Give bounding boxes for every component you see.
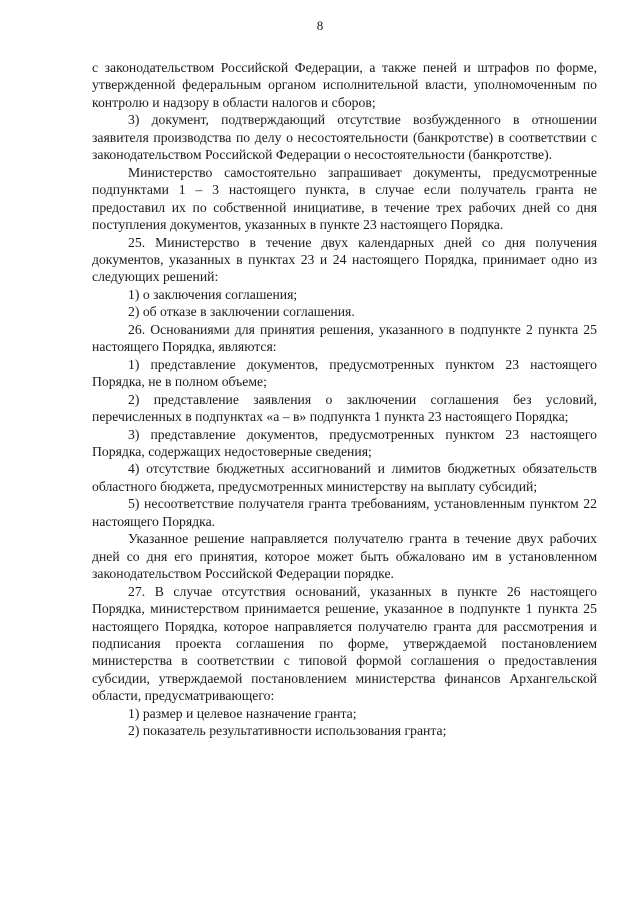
paragraph-clause-25-item-2: 2) об отказе в заключении соглашения. (128, 304, 355, 320)
paragraph-item-3: 3) документ, подтверждающий отсутствие возбужденного в отношении заявителя производства по делу о несостоятельности (банкротстве) в соответствии с законодательством Российской Федерации о несостоятельности (банкротстве). (92, 112, 597, 163)
paragraph-continuation: с законодательством Российской Федерации, а также пеней и штрафов по форме, утвержденной федеральным органом исполнительной власти, уполномоченным по контролю и надзору в области налогов и сборов; (92, 60, 597, 110)
paragraph-clause-26-item-1: 1) представление документов, предусмотренных пунктом 23 настоящего Порядка, не в полном объеме; (92, 356, 597, 390)
paragraph-clause-26-item-5: 5) несоответствие получателя гранта требованиям, установленным пунктом 22 настоящего Порядка. (92, 496, 597, 529)
paragraph-decision-notice: Указанное решение направляется получателю гранта в течение двух рабочих дней со дня его принятия, которое может быть обжаловано им в установленном законодательством Российской Федерации порядке. (92, 531, 597, 582)
paragraph-clause-26-item-3: 3) представление документов, предусмотренных пунктом 23 настоящего Порядка, содержащих недостоверные сведения; (92, 426, 597, 459)
paragraph-clause-26: 26. Основаниями для принятия решения, указанного в подпункте 2 пункта 25 настоящего Порядка, являются: (92, 321, 597, 355)
paragraph-clause-26-item-2: 2) представление заявления о заключении соглашения без условий, перечисленных в подпунктах «а – в» подпункта 1 пункта 23 настоящего Порядка; (92, 391, 597, 425)
paragraph-ministry-request: Министерство самостоятельно запрашивает документы, предусмотренные подпунктами 1 – 3 настоящего пункта, в случае если получатель гранта не предоставил их по собственной инициативе, в течение трех рабочих дней со дня поступления документов, указанных в пункте 23 настоящего Порядка. (92, 164, 597, 233)
document-body (92, 59, 597, 740)
page-number: 8 (316, 18, 324, 33)
paragraph-clause-25-item-1: 1) о заключения соглашения; (128, 286, 298, 302)
paragraph-clause-27: 27. В случае отсутствия оснований, указанных в пункте 26 настоящего Порядка, министерством принимается решение, указанное в подпункте 1 пункта 25 настоящего Порядка, которое направляется получателю гранта для рассмотрения и подписания проекта соглашения по форме, утверждаемой постановлением министерства в соответствии с типовой формой соглашения о предоставления субсидии, утверждаемой постановлением министерства финансов Архангельской области, предусматривающего: (92, 583, 597, 704)
paragraph-clause-27-item-1: 1) размер и целевое назначение гранта; (128, 705, 357, 721)
paragraph-clause-25: 25. Министерство в течение двух календарных дней со дня получения документов, указанных в пунктах 23 и 24 настоящего Порядка, принимает одно из следующих решений: (92, 234, 597, 285)
paragraph-clause-27-item-2: 2) показатель результативности использования гранта; (128, 723, 447, 739)
paragraph-clause-26-item-4: 4) отсутствие бюджетных ассигнований и лимитов бюджетных обязательств областного бюджета, предусмотренных министерству на выплату субсидий; (92, 461, 597, 494)
